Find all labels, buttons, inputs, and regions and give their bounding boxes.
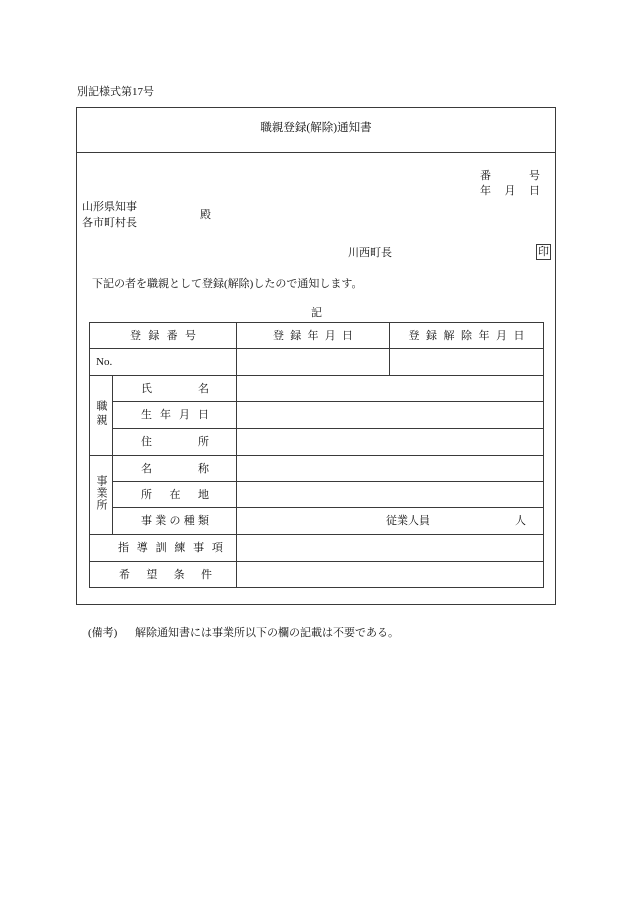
value-conditions	[237, 562, 544, 588]
value-business-name	[237, 456, 544, 482]
table-header-row	[90, 323, 544, 349]
notice-text: 下記の者を職親として登録(解除)したので通知します。	[92, 278, 363, 290]
header-registration-date: 登 録 年 月 日	[273, 329, 353, 342]
group-jigyosho	[90, 456, 113, 535]
label-cell	[113, 402, 237, 429]
addressee-governor: 山形県知事	[82, 201, 137, 213]
table-row	[90, 402, 544, 429]
value-name	[237, 376, 544, 402]
remark-text: 解除通知書には事業所以下の欄の記載は不要である。	[135, 627, 399, 639]
group-shokuoya	[90, 376, 113, 456]
table-row	[90, 376, 544, 402]
value-business-type	[237, 508, 544, 535]
table-row	[90, 429, 544, 456]
remark-label: (備考)	[88, 627, 118, 639]
label-cell	[113, 482, 237, 508]
form-number: 別記様式第17号	[77, 86, 154, 98]
group-shokuoya-label: 職親	[95, 399, 107, 428]
label-guidance: 指 導 訓 練 事 項	[118, 542, 223, 554]
employees-label: 従業人員	[386, 515, 430, 527]
sender-name: 川西町長	[348, 247, 392, 259]
label-cell	[113, 376, 237, 402]
header-cell-date	[237, 323, 390, 349]
ki-heading: 記	[311, 307, 322, 319]
label-cell	[90, 535, 237, 562]
document-date-label: 年 月 日	[480, 185, 540, 197]
table-row	[90, 562, 544, 588]
header-cell-cancel-date	[390, 323, 544, 349]
label-cell	[113, 429, 237, 456]
document-title: 職親登録(解除)通知書	[260, 122, 372, 134]
number-cell	[90, 349, 237, 376]
group-jigyosho-label: 事業所	[95, 475, 107, 511]
employees-unit: 人	[515, 515, 526, 527]
label-business-type: 事 業 の 種 類	[141, 515, 209, 527]
table-row	[90, 482, 544, 508]
value-birthdate	[237, 402, 544, 429]
addressee-mayors: 各市町村長	[82, 217, 137, 229]
table-row	[90, 349, 544, 376]
header-cell-number	[90, 323, 237, 349]
label-business-name: 名 称	[141, 462, 209, 475]
table-row	[90, 508, 544, 535]
label-conditions: 希 望 条 件	[119, 568, 212, 581]
label-cell	[90, 562, 237, 588]
label-cell	[113, 456, 237, 482]
label-birthdate: 生 年 月 日	[141, 409, 209, 421]
number-prefix: No.	[96, 356, 113, 368]
label-cell	[113, 508, 237, 535]
registration-table	[89, 322, 544, 588]
seal-mark: 印	[538, 246, 549, 258]
label-address: 住 所	[141, 436, 209, 448]
value-location	[237, 482, 544, 508]
cancellation-date-value	[390, 349, 544, 376]
value-address	[237, 429, 544, 456]
header-registration-number: 登 録 番 号	[130, 329, 196, 342]
table-row	[90, 535, 544, 562]
value-guidance	[237, 535, 544, 562]
header-cancellation-date: 登 録 解 除 年 月 日	[408, 329, 525, 342]
honorific: 殿	[200, 209, 211, 221]
document-number-label: 番 号	[480, 170, 540, 182]
registration-date-value	[237, 349, 390, 376]
table-row	[90, 456, 544, 482]
label-name: 氏 名	[141, 382, 209, 395]
label-location: 所 在 地	[141, 488, 209, 501]
title-divider	[76, 152, 556, 153]
